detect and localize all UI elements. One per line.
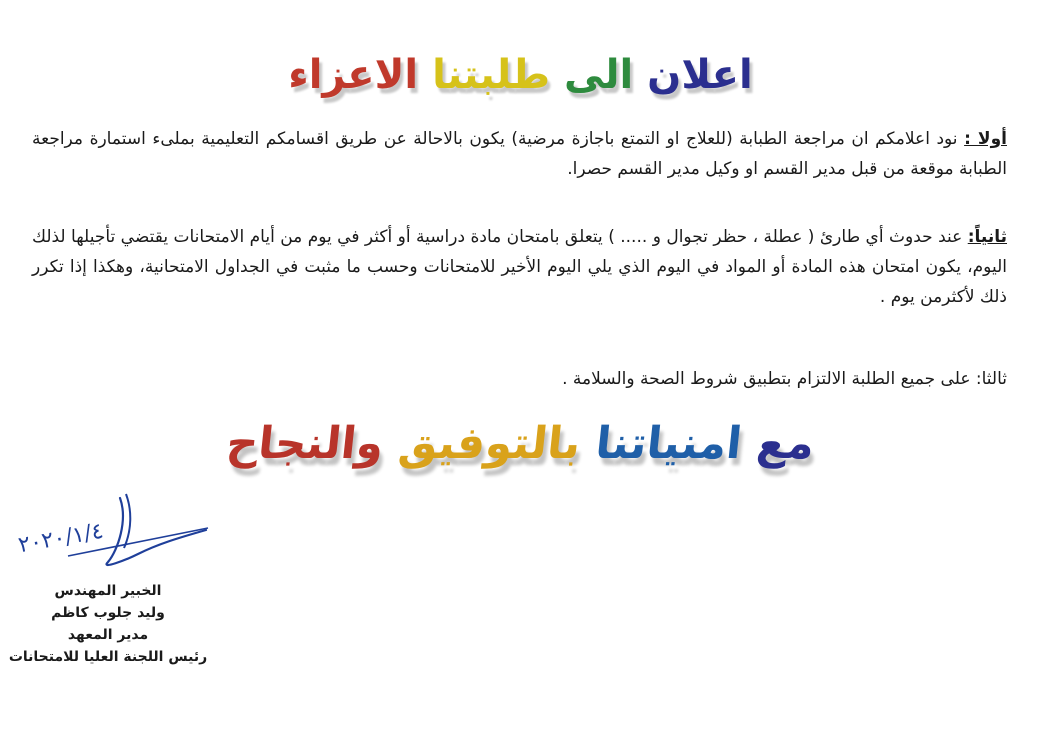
closing-word: بالتوفيق [396, 418, 584, 469]
announcement-title [0, 52, 1041, 98]
signer-name: وليد جلوب كاظم [51, 605, 165, 621]
closing-word: والنجاح [224, 418, 387, 469]
paragraph-second [32, 222, 1007, 312]
closing-wish [0, 418, 1041, 469]
signature-date: ٢٠٢٠/١/٤ [16, 518, 106, 559]
closing-word: امنياتنا [593, 418, 745, 469]
signer-block [8, 580, 208, 668]
signer-committee: رئيس اللجنة العليا للامتحانات [8, 649, 208, 665]
title-word: الاعزاء [288, 52, 419, 98]
paragraph-lead: ثانياً: [967, 227, 1007, 247]
paragraph-text: نود اعلامكم ان مراجعة الطبابة (للعلاج او التمتع باجازة مرضية) يكون بالاحالة عن طريق اقسامكم التعليمية بملىء استمارة مراجعة الطبابة موقعة من قبل مدير القسم او وكيل مدير القسم حصرا. [32, 129, 1007, 179]
paragraph-text: ثالثا: على جميع الطلبة الالتزام بتطبيق شروط الصحة والسلامة . [562, 369, 1007, 389]
paragraph-text: عند حدوث أي طارئ ( عطلة ، حظر تجوال و ..... ) يتعلق بامتحان مادة دراسية أو أكثر في يوم من أيام الامتحانات يقتضي تأجيلها لذلك اليوم، يكون امتحان هذه المادة أو المواد في اليوم الذي يلي اليوم الأخير للامتحانات وحسب ما مثبت في الجداول الامتحانية، وهكذا إذا تكرر ذلك لأكثرمن يوم . [32, 227, 1007, 307]
paragraph-lead: أولا : [964, 129, 1007, 149]
closing-word: مع [754, 418, 817, 469]
title-word: الى [564, 52, 634, 98]
paragraph-first [32, 124, 1007, 184]
signer-title: الخبير المهندس [54, 583, 162, 599]
signer-position: مدير المعهد [67, 627, 149, 643]
paragraph-third [32, 364, 1007, 394]
title-word: اعلان [647, 52, 753, 98]
title-word: طلبتنا [432, 52, 551, 98]
